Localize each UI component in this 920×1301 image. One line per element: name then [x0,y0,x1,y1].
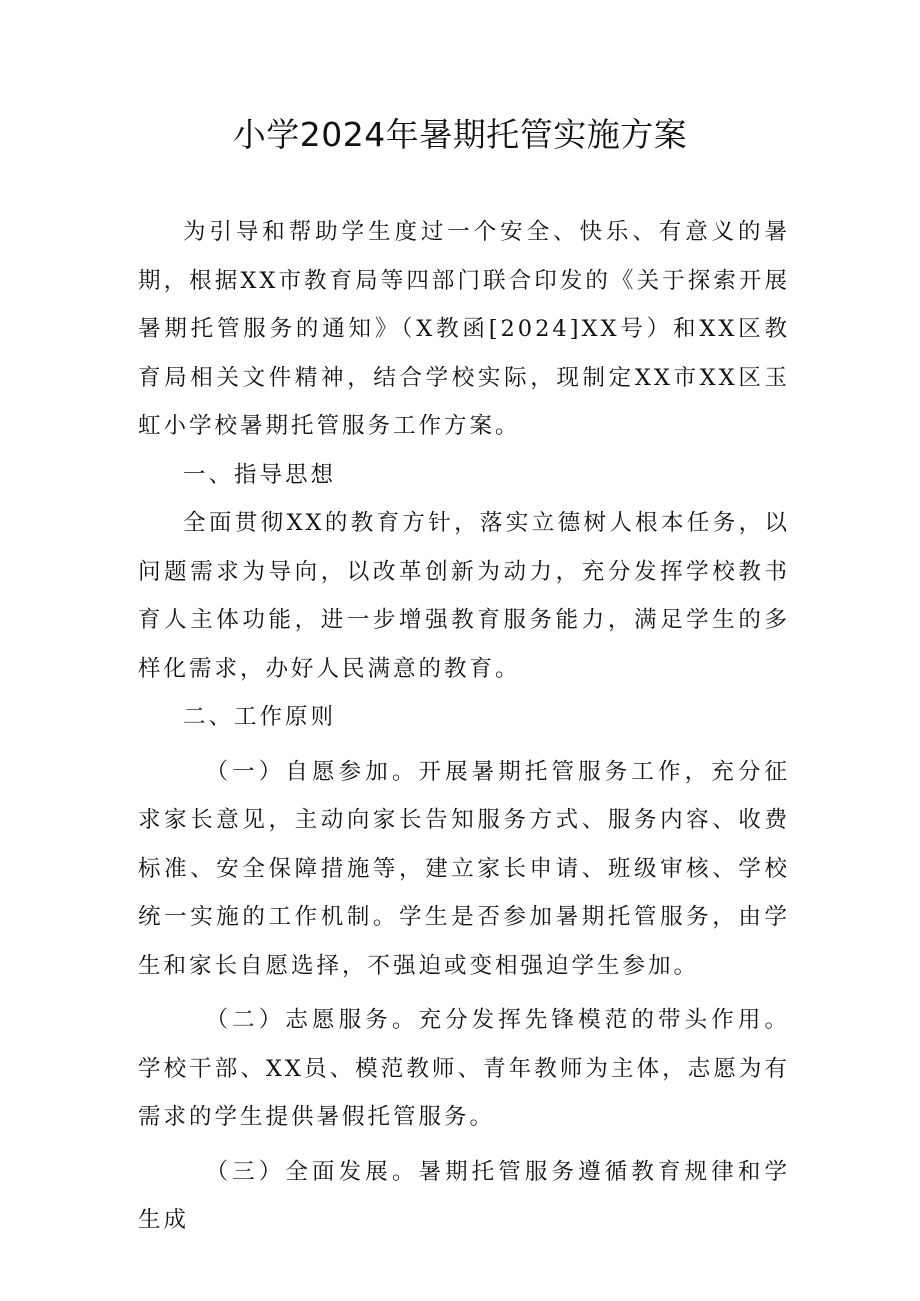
intro-paragraph: 为引导和帮助学生度过一个安全、快乐、有意义的暑期，根据XX市教育局等四部门联合印发的《关于探索开展暑期托管服务的通知》（X教函[2024]XX号）和XX区教育局相关文件精神，结合学校实际，现制定XX市XX区玉虹小学校暑期托管服务工作方案。 [138,219,790,439]
section-heading-guiding-ideology: 一、指导思想 [183,461,337,488]
document-title: 小学2024年暑期托管实施方案 [232,115,688,154]
section-heading-work-principles: 二、工作原则 [183,704,337,730]
principle-all-round-development: （三）全面发展。暑期托管服务遵循教育规律和学生成 [138,1158,790,1233]
principle-volunteer-service: （二）志愿服务。充分发挥先锋模范的带头作用。学校干部、XX员、模范教师、青年教师为主体，志愿为有需求的学生提供暑假托管服务。 [138,1007,790,1130]
document-body [138,208,790,1245]
guiding-ideology-paragraph: 全面贯彻XX的教育方针，落实立德树人根本任务，以问题需求为导向，以改革创新为动力，充分发挥学校教书育人主体功能，进一步增强教育服务能力，满足学生的多样化需求，办好人民满意的教育。 [138,510,790,682]
principle-voluntary-participation: （一）自愿参加。开展暑期托管服务工作，充分征求家长意见，主动向家长告知服务方式、服务内容、收费标准、安全保障措施等，建立家长申请、班级审核、学校统一实施的工作机制。学生是否参加暑期托管服务，由学生和家长自愿选择，不强迫或变相强迫学生参加。 [138,758,790,979]
